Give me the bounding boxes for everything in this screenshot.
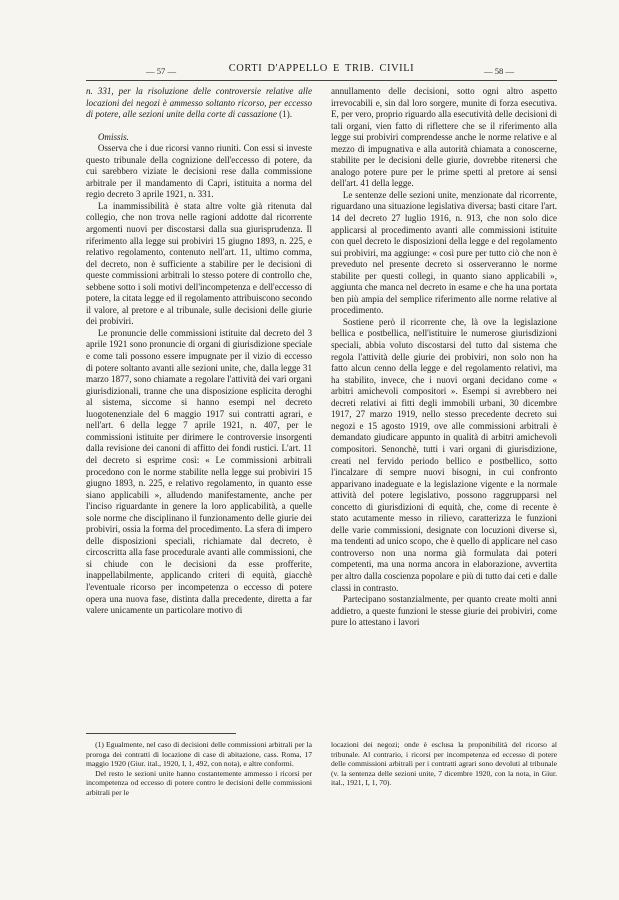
omissis-label: Omissis.: [97, 131, 129, 142]
footnotes-right: [331, 740, 557, 788]
right-column: [331, 86, 557, 629]
footnote-reference: (1).: [276, 109, 293, 120]
footnotes-left: [86, 740, 312, 798]
page-number-left: — 57 —: [146, 66, 177, 76]
paragraph: Sostiene però il ricorrente che, là ove la legislazione bellica e postbellica, nell'istituire le numerose giurisdizioni speciali, abbia voluto discostarsi del tutto dal sistema che regola l'attività delle giurie dei probiviri, non solo non ha fatto alcun cenno della legge e del regolamento relativi, ma ha stabilito, invece, che i nuovi organi decidano come « arbitri amichevoli compositori ». Esempi si avrebbero nei decreti relativi ai fitti degli immobili urbani, 30 dicembre 1917, 27 marzo 1919, nello stesso precedente decreto sui negozi e 15 agosto 1919, ove alle commissioni arbitrali è demandato giudicare appunto in qualità di arbitri amichevoli compositori. Senonchè, tutti i vari organi di giurisdizione, creati nel fervido periodo bellico e postbellico, sotto l'incalzare di sempre nuovi bisogni, in cui confronto apparivano inadeguate e la legislazione vigente e la normale attività del potere legislativo, possono raggrupparsi nel concetto di giurisdizioni di equità, che, come di recente è stato acutamente messo in rilievo, caratterizza le funzioni delle varie commissioni, designate con locuzioni diverse sì, ma tendenti ad unico scopo, che è quello di applicare nel caso controverso non una norma già formulata dai poteri competenti, ma una norma ancora in elaborazione, avvertita per altro dalla coscienza popolare e più di tutto dai ceti e dalle classi in contrasto.: [331, 316, 557, 593]
paragraph: annullamento delle decisioni, sotto ogni altro aspetto irrevocabili e, sin dal loro sorgere, munite di forza esecutiva. E, per vero, proprio riguardo alla esecutività delle decisioni di tali organi, vien fatto di riflettere che se il riferimento alla legge sui probiviri comprendesse anche le norme relative e al mezzo di impugnativa e alla autorità chiamata a conoscerne, stabilite per le decisioni delle giurie, dovrebbe ritenersi che analogo potere pure per le prime spetti al pretore ai sensi dell'art. 41 della legge.: [331, 86, 557, 189]
page-number-right: — 58 —: [484, 66, 515, 76]
page-header: [86, 62, 557, 81]
paragraph: Partecipano sostanzialmente, per quanto create molti anni addietro, a queste funzioni le stesse giurie dei probiviri, come pure lo attestano i lavori: [331, 594, 557, 628]
footnote: Del resto le sezioni unite hanno costantemente ammesso i ricorsi per incompetenza od eccesso di potere contro le decisioni delle commissioni arbitrali per le: [86, 768, 312, 797]
paragraph: Le sentenze delle sezioni unite, menzionate dal ricorrente, riguardano una situazione legislativa diversa; basti citare l'art. 14 del decreto 27 luglio 1916, n. 913, che non solo dice applicarsi al procedimento avanti alle commissioni istituite con quel decreto le disposizioni della legge e del regolamento sui probiviri, ma aggiunge: « così pure per tutto ciò che non è preveduto nel presente decreto si osserveranno le norme stabilite per questi collegi, in quanto siano applicabili », aggiunta che manca nel decreto in esame e che ha una portata ben più ampia del semplice riferimento alle norme relative al procedimento.: [331, 189, 557, 316]
paragraph: Le pronuncie delle commissioni istituite dal decreto del 3 aprile 1921 sono pronuncie di organi di giurisdizione speciale e come tali possono essere impugnate per il vizio di eccesso di potere soltanto avanti alle sezioni unite, che, dalla legge 31 marzo 1877, sono chiamate a regolare l'attività dei vari organi giurisdizionali, tranne che una disposizione esplicita deroghi al sistema, siccome si hanno esempi nel decreto luogotenenziale del 6 maggio 1917 sui contratti agrari, e nell'art. 6 della legge 7 aprile 1921, n. 407, per le commissioni istituite per dirimere le controversie insorgenti dalla revisione dei canoni di affitto dei fondi rustici. L'art. 11 del decreto si esprime così: « Le commissioni arbitrali procedono con le norme stabilite nella legge sui probiviri 15 giugno 1893, n. 225, e relativo regolamento, in quanto esse siano applicabili », alludendo manifestamente, anche per l'inciso riguardante in genere la loro applicabilità, a quelle sole norme che disciplinano il funzionamento delle giurie dei probiviri, ossia la forma del procedimento. La sfera di impero delle disposizioni speciali, richiamate dal decreto, è circoscritta alla fase procedurale avanti alle commissioni, che si chiude con le decisioni da esse profferite, inappellabilmente, applicando criteri di equità, giacchè l'eventuale ricorso per incompetenza o eccesso di potere opera una nuova fase, distinta dalla precedente, diretta a far valere unicamente un particolare motivo di: [86, 327, 312, 616]
left-column: [86, 86, 312, 617]
footnote: locazioni dei negozi; onde è esclusa la proponibilità del ricorso al tribunale. Al contrario, i ricorsi per incompetenza ed eccesso di potere delle commissioni arbitrali per i contratti agrari sono devoluti al tribunale (v. la sentenza delle sezioni unite, 7 dicembre 1920, con la nota, in Giur. ital., 1921, I, 1, 70).: [331, 740, 557, 788]
paragraph: La inammissibilità è stata altre volte già ritenuta dal collegio, che non trova nelle ragioni addotte dal ricorrente argomenti nuovi per discostarsi dalla sua giurisprudenza. Il riferimento alla legge sui probiviri 15 giugno 1893, n. 225, e relativo regolamento, contenuto nell'art. 11, ultimo comma, del decreto, non è sufficiente a stabilire per le decisioni di queste commissioni arbitrali lo stesso potere di controllo che, sebbene sotto i soli motivi dell'incompetenza e dell'eccesso di potere, la citata legge ed il regolamento attribuiscono secondo il valore, al pretore e al tribunale, sulle decisioni delle giurie dei probiviri.: [86, 200, 312, 327]
footnote: (1) Egualmente, nel caso di decisioni delle commissioni arbitrali per la proroga dei contratti di locazione di case di abitazione, cass. Roma, 17 maggio 1920 (Giur. ital., 1920, I, 1, 492, con nota), e altre conformi.: [86, 740, 312, 769]
headnote-text: n. 331, per la risoluzione delle controversie relative alle locazioni dei negozi è ammesso soltanto ricorso, per eccesso di potere, alle sezioni unite della corte di cassazione: [86, 86, 312, 120]
headnote: [86, 86, 312, 121]
running-title: CORTI D'APPELLO E TRIB. CIVILI: [228, 63, 415, 74]
footnote-separator: [86, 733, 236, 734]
paragraph: Osserva che i due ricorsi vanno riuniti. Con essi si investe questo tribunale della cognizione dell'eccesso di potere, da cui sarebbero viziate le decisioni rese dalla commissione arbitrale per il mandamento di Capri, istituita a norma del regio decreto 3 aprile 1921, n. 331.: [86, 143, 312, 200]
